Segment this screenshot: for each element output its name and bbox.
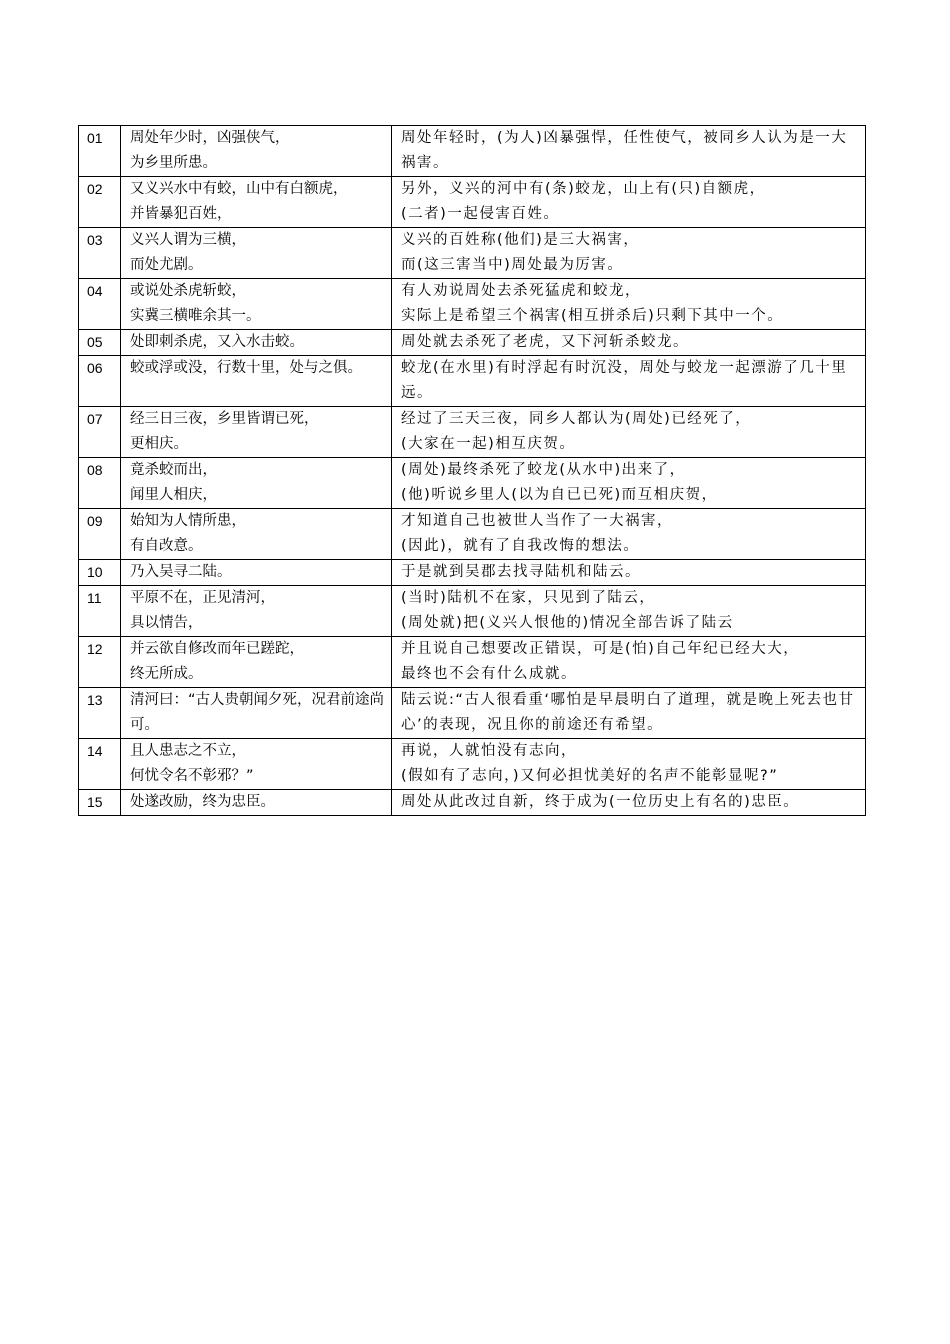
translation-table xyxy=(78,125,866,816)
row-number: 04 xyxy=(79,279,121,330)
translation-text-cell: 才知道自己也被世人当作了一大祸害， (因此)，就有了自我改悔的想法。 xyxy=(392,509,866,560)
original-text-cell: 经三日三夜，乡里皆谓已死， 更相庆。 xyxy=(121,407,392,458)
row-number: 03 xyxy=(79,228,121,279)
table-row xyxy=(79,586,866,637)
translation-text-cell: (周处)最终杀死了蛟龙(从水中)出来了， (他)听说乡里人(以为自已已死)而互相庆贺， xyxy=(392,458,866,509)
row-number: 11 xyxy=(79,586,121,637)
translation-text-cell: 经过了三天三夜，同乡人都认为(周处)已经死了， (大家在一起)相互庆贺。 xyxy=(392,407,866,458)
table-row xyxy=(79,509,866,560)
table-row xyxy=(79,330,866,356)
original-text-cell: 周处年少时，凶强侠气， 为乡里所患。 xyxy=(121,126,392,177)
row-number: 02 xyxy=(79,177,121,228)
table-row xyxy=(79,356,866,407)
translation-text-cell: 再说，人就怕没有志向， (假如有了志向，)又何必担忧美好的名声不能彰显呢?” xyxy=(392,739,866,790)
table-row xyxy=(79,279,866,330)
row-number: 07 xyxy=(79,407,121,458)
row-number: 05 xyxy=(79,330,121,356)
table-row xyxy=(79,177,866,228)
translation-text-cell: 有人劝说周处去杀死猛虎和蛟龙， 实际上是希望三个祸害(相互拼杀后)只剩下其中一个。 xyxy=(392,279,866,330)
table-row xyxy=(79,637,866,688)
original-text-cell: 处遂改励，终为忠臣。 xyxy=(121,790,392,816)
row-number: 08 xyxy=(79,458,121,509)
translation-text-cell: 蛟龙(在水里)有时浮起有时沉没，周处与蛟龙一起漂游了几十里远。 xyxy=(392,356,866,407)
original-text-cell: 处即刺杀虎，又入水击蛟。 xyxy=(121,330,392,356)
original-text-cell: 义兴人谓为三横， 而处尤剧。 xyxy=(121,228,392,279)
original-text-cell: 清河曰：“古人贵朝闻夕死，况君前途尚可。 xyxy=(121,688,392,739)
row-number: 09 xyxy=(79,509,121,560)
original-text-cell: 乃入吴寻二陆。 xyxy=(121,560,392,586)
row-number: 10 xyxy=(79,560,121,586)
row-number: 12 xyxy=(79,637,121,688)
row-number: 15 xyxy=(79,790,121,816)
translation-text-cell: 于是就到吴郡去找寻陆机和陆云。 xyxy=(392,560,866,586)
table-body xyxy=(79,126,866,816)
table-row xyxy=(79,790,866,816)
row-number: 14 xyxy=(79,739,121,790)
original-text-cell: 或说处杀虎斩蛟， 实冀三横唯余其一。 xyxy=(121,279,392,330)
translation-text-cell: 并且说自己想要改正错误，可是(怕)自己年纪已经大大， 最终也不会有什么成就。 xyxy=(392,637,866,688)
table-row xyxy=(79,407,866,458)
original-text-cell: 蛟或浮或没，行数十里，处与之俱。 xyxy=(121,356,392,407)
table-row xyxy=(79,228,866,279)
translation-text-cell: (当时)陆机不在家，只见到了陆云， (周处就)把(义兴人恨他的)情况全部告诉了陆云 xyxy=(392,586,866,637)
row-number: 06 xyxy=(79,356,121,407)
original-text-cell: 始知为人情所患， 有自改意。 xyxy=(121,509,392,560)
translation-text-cell: 另外，义兴的河中有(条)蛟龙，山上有(只)自额虎， (二者)一起侵害百姓。 xyxy=(392,177,866,228)
translation-text-cell: 周处就去杀死了老虎，又下河斩杀蛟龙。 xyxy=(392,330,866,356)
translation-text-cell: 周处从此改过自新，终于成为(一位历史上有名的)忠臣。 xyxy=(392,790,866,816)
table-row xyxy=(79,688,866,739)
translation-text-cell: 周处年轻时，(为人)凶暴强悍，任性使气，被同乡人认为是一大祸害。 xyxy=(392,126,866,177)
row-number: 01 xyxy=(79,126,121,177)
original-text-cell: 竟杀蛟而出， 闻里人相庆， xyxy=(121,458,392,509)
table-row xyxy=(79,560,866,586)
original-text-cell: 且人患志之不立， 何忧令名不彰邪？” xyxy=(121,739,392,790)
table-row xyxy=(79,126,866,177)
translation-text-cell: 义兴的百姓称(他们)是三大祸害， 而(这三害当中)周处最为厉害。 xyxy=(392,228,866,279)
row-number: 13 xyxy=(79,688,121,739)
original-text-cell: 平原不在，正见清河， 具以情告， xyxy=(121,586,392,637)
table-row xyxy=(79,739,866,790)
original-text-cell: 又义兴水中有蛟，山中有白额虎， 并皆暴犯百姓， xyxy=(121,177,392,228)
original-text-cell: 并云欲自修改而年已蹉跎， 终无所成。 xyxy=(121,637,392,688)
translation-text-cell: 陆云说:“古人很看重‘哪怕是早晨明白了道理，就是晚上死去也甘心’的表现，况且你的前途还有希望。 xyxy=(392,688,866,739)
table-row xyxy=(79,458,866,509)
